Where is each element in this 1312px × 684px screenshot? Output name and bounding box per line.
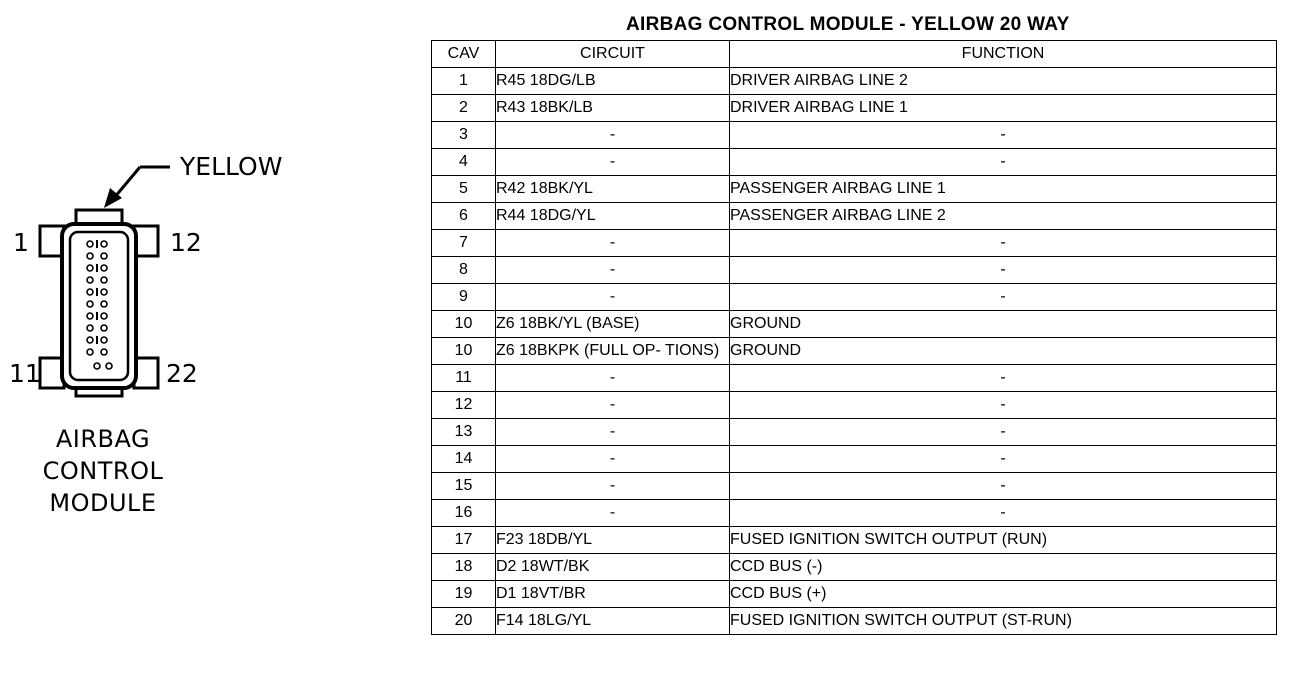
pin-label-bottom-right: 22 bbox=[166, 359, 198, 388]
cav-cell: 19 bbox=[432, 581, 496, 608]
header-circuit: CIRCUIT bbox=[496, 41, 730, 68]
table-row bbox=[432, 446, 1277, 473]
cav-cell: 8 bbox=[432, 257, 496, 284]
function-cell: - bbox=[730, 392, 1277, 419]
table-body bbox=[432, 68, 1277, 635]
function-cell: GROUND bbox=[730, 338, 1277, 365]
cav-cell: 10 bbox=[432, 338, 496, 365]
function-cell: - bbox=[730, 257, 1277, 284]
circuit-cell: - bbox=[496, 419, 730, 446]
circuit-cell: Z6 18BK/YL (BASE) bbox=[496, 311, 730, 338]
table-row bbox=[432, 581, 1277, 608]
circuit-cell: - bbox=[496, 257, 730, 284]
table-row bbox=[432, 230, 1277, 257]
connector-color-label: YELLOW bbox=[180, 152, 283, 181]
circuit-cell: - bbox=[496, 500, 730, 527]
cav-cell: 9 bbox=[432, 284, 496, 311]
cav-cell: 3 bbox=[432, 122, 496, 149]
circuit-cell: - bbox=[496, 230, 730, 257]
circuit-cell: R43 18BK/LB bbox=[496, 95, 730, 122]
table-row bbox=[432, 473, 1277, 500]
table-row bbox=[432, 149, 1277, 176]
function-cell: - bbox=[730, 365, 1277, 392]
table-row bbox=[432, 203, 1277, 230]
table-row bbox=[432, 608, 1277, 635]
cav-cell: 16 bbox=[432, 500, 496, 527]
function-cell: - bbox=[730, 500, 1277, 527]
circuit-cell: - bbox=[496, 284, 730, 311]
table-row bbox=[432, 176, 1277, 203]
cav-cell: 2 bbox=[432, 95, 496, 122]
pin-label-top-right: 12 bbox=[170, 228, 202, 257]
caption-line: AIRBAG bbox=[55, 425, 151, 453]
table-row bbox=[432, 68, 1277, 95]
function-cell: GROUND bbox=[730, 311, 1277, 338]
function-cell: FUSED IGNITION SWITCH OUTPUT (ST-RUN) bbox=[730, 608, 1277, 635]
circuit-cell: R44 18DG/YL bbox=[496, 203, 730, 230]
cav-cell: 17 bbox=[432, 527, 496, 554]
circuit-cell: - bbox=[496, 473, 730, 500]
circuit-cell: D1 18VT/BR bbox=[496, 581, 730, 608]
table-row bbox=[432, 419, 1277, 446]
cav-cell: 20 bbox=[432, 608, 496, 635]
table-row bbox=[432, 122, 1277, 149]
header-function: FUNCTION bbox=[730, 41, 1277, 68]
pin-label-top-left: 1 bbox=[13, 228, 29, 257]
cav-cell: 5 bbox=[432, 176, 496, 203]
cav-cell: 4 bbox=[432, 149, 496, 176]
pinout-table bbox=[431, 40, 1277, 635]
function-cell: PASSENGER AIRBAG LINE 1 bbox=[730, 176, 1277, 203]
table-row bbox=[432, 392, 1277, 419]
function-cell: - bbox=[730, 419, 1277, 446]
cav-cell: 18 bbox=[432, 554, 496, 581]
circuit-cell: R45 18DG/LB bbox=[496, 68, 730, 95]
function-cell: - bbox=[730, 446, 1277, 473]
table-row bbox=[432, 554, 1277, 581]
table-title: AIRBAG CONTROL MODULE - YELLOW 20 WAY bbox=[626, 14, 1070, 35]
circuit-cell: - bbox=[496, 446, 730, 473]
function-cell: - bbox=[730, 230, 1277, 257]
caption-line: MODULE bbox=[49, 489, 157, 517]
color-leader-arrow bbox=[104, 167, 170, 208]
function-cell: DRIVER AIRBAG LINE 1 bbox=[730, 95, 1277, 122]
function-cell: - bbox=[730, 473, 1277, 500]
table-row bbox=[432, 500, 1277, 527]
cav-cell: 15 bbox=[432, 473, 496, 500]
function-cell: CCD BUS (-) bbox=[730, 554, 1277, 581]
table-row bbox=[432, 365, 1277, 392]
function-cell: DRIVER AIRBAG LINE 2 bbox=[730, 68, 1277, 95]
circuit-cell: Z6 18BKPK (FULL OP- TIONS) bbox=[496, 338, 730, 365]
function-cell: FUSED IGNITION SWITCH OUTPUT (RUN) bbox=[730, 527, 1277, 554]
function-cell: - bbox=[730, 122, 1277, 149]
function-cell: - bbox=[730, 149, 1277, 176]
circuit-cell: - bbox=[496, 149, 730, 176]
cav-cell: 7 bbox=[432, 230, 496, 257]
header-cav: CAV bbox=[432, 41, 496, 68]
circuit-cell: R42 18BK/YL bbox=[496, 176, 730, 203]
table-row bbox=[432, 284, 1277, 311]
circuit-cell: F23 18DB/YL bbox=[496, 527, 730, 554]
table-row bbox=[432, 527, 1277, 554]
circuit-cell: D2 18WT/BK bbox=[496, 554, 730, 581]
circuit-cell: - bbox=[496, 122, 730, 149]
caption-line: CONTROL bbox=[42, 457, 164, 485]
connector-figure bbox=[0, 140, 330, 530]
function-cell: PASSENGER AIRBAG LINE 2 bbox=[730, 203, 1277, 230]
cav-cell: 11 bbox=[432, 365, 496, 392]
cav-cell: 13 bbox=[432, 419, 496, 446]
table-row bbox=[432, 311, 1277, 338]
pin-label-bottom-left: 11 bbox=[9, 359, 41, 388]
cav-cell: 1 bbox=[432, 68, 496, 95]
table-row bbox=[432, 257, 1277, 284]
circuit-cell: F14 18LG/YL bbox=[496, 608, 730, 635]
cav-cell: 10 bbox=[432, 311, 496, 338]
table-row bbox=[432, 95, 1277, 122]
function-cell: - bbox=[730, 284, 1277, 311]
circuit-cell: - bbox=[496, 392, 730, 419]
cav-cell: 14 bbox=[432, 446, 496, 473]
connector-caption bbox=[18, 423, 188, 519]
cav-cell: 6 bbox=[432, 203, 496, 230]
table-header-row bbox=[432, 41, 1277, 68]
circuit-cell: - bbox=[496, 365, 730, 392]
connector-face bbox=[70, 232, 128, 380]
table-row bbox=[432, 338, 1277, 365]
cav-cell: 12 bbox=[432, 392, 496, 419]
function-cell: CCD BUS (+) bbox=[730, 581, 1277, 608]
